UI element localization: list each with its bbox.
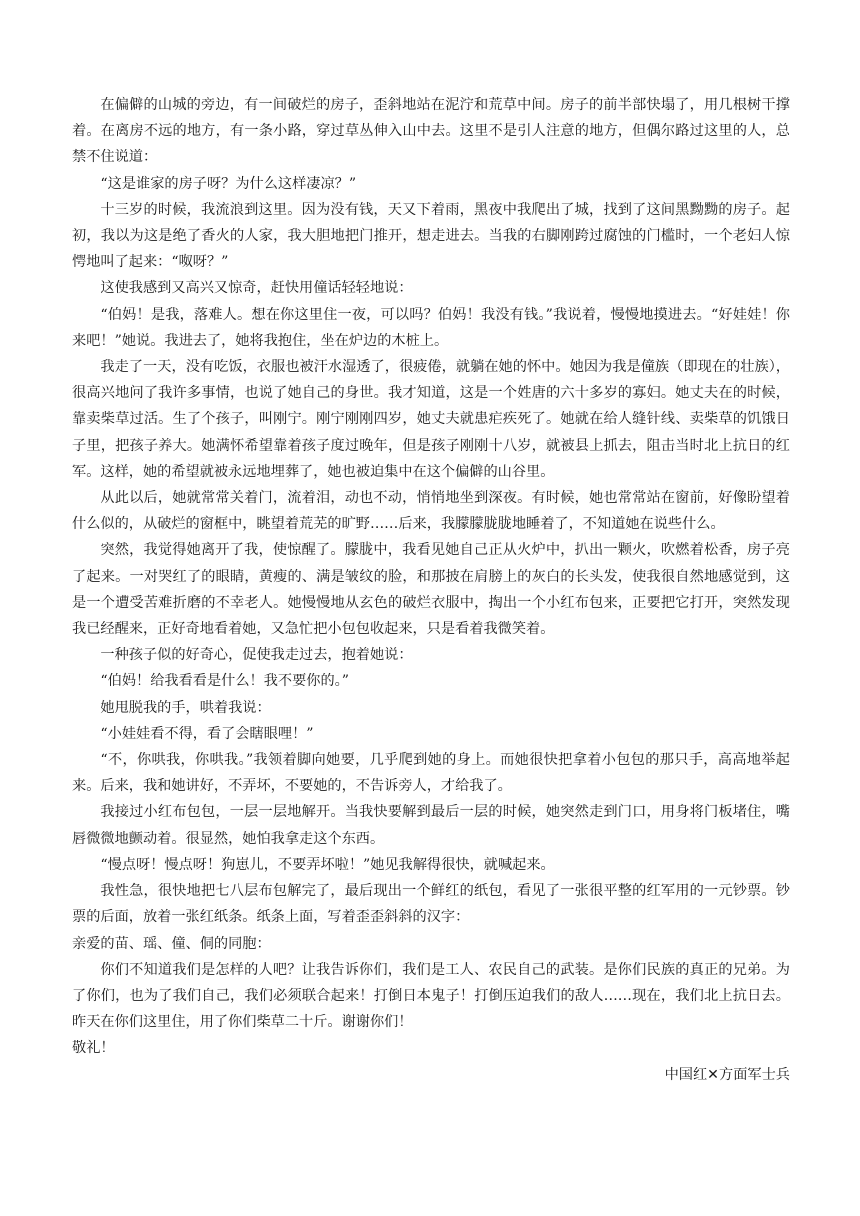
paragraph: 在偏僻的山城的旁边，有一间破烂的房子，歪斜地站在泥泞和荒草中间。房子的前半部快塌了，用几根树干撑着。在离房不远的地方，有一条小路，穿过草丛伸入山中去。这里不是引人注意的地方，但偶尔路过这里的人，总禁不住说道： xyxy=(72,97,790,166)
paragraph: 从此以后，她就常常关着门，流着泪，动也不动，悄悄地坐到深夜。有时候，她也常常站在窗前，好像盼望着什么似的，从破烂的窗框中，眺望着荒芜的旷野……后来，我朦朦胧胧地睡着了，不知道她在说些什么。 xyxy=(72,490,790,533)
paragraph: 这使我感到又高兴又惊奇，赶快用僮话轻轻地说： xyxy=(100,280,413,297)
letter-salutation: 亲爱的苗、瑶、僮、侗的同胞： xyxy=(72,935,271,952)
paragraph: “伯妈！是我，落难人。想在你这里住一夜，可以吗？伯妈！我没有钱。”我说着，慢慢地摸进去。“好娃娃！你来吧！”她说。我进去了，她将我抱住，坐在炉边的木桩上。 xyxy=(72,306,790,349)
paragraph: “小娃娃看不得，看了会瞎眼哩！” xyxy=(100,725,314,742)
paragraph: “伯妈！给我看看是什么！我不要你的。” xyxy=(100,673,349,690)
paragraph: 我走了一天，没有吃饭，衣服也被汗水湿透了，很疲倦，就躺在她的怀中。她因为我是僮族（即现在的壮族），很高兴地问了我许多事情，也说了她自己的身世。我才知道，这是一个姓唐的六十多岁的寡妇。她丈夫在的时候，靠卖柴草过活。生了个孩子，叫刚宁。刚宁刚刚四岁，她丈夫就患疟疾死了。她就在给人缝针线、卖柴草的饥饿日子里，把孩子养大。她满怀希望靠着孩子度过晚年，但是孩子刚刚十八岁，就被县上抓去，阻击当时北上抗日的红军。这样，她的希望就被永远地埋葬了，她也被迫集中在这个偏僻的山谷里。 xyxy=(72,359,790,480)
letter-signature: 中国红✕方面军士兵 xyxy=(664,1066,790,1083)
paragraph: “慢点呀！慢点呀！狗崽儿，不要弄坏啦！”她见我解得很快，就喊起来。 xyxy=(100,856,555,873)
document-body xyxy=(72,92,790,1088)
paragraph: “这是谁家的房子呀？为什么这样凄凉？” xyxy=(100,175,357,192)
paragraph: 我接过小红布包包，一层一层地解开。当我快要解到最后一层的时候，她突然走到门口，用身将门板堵住，嘴唇微微地颤动着。很显然，她怕我拿走这个东西。 xyxy=(72,804,790,847)
paragraph: 一种孩子似的好奇心，促使我走过去，抱着她说： xyxy=(100,647,413,664)
letter-body: 你们不知道我们是怎样的人吧？让我告诉你们，我们是工人、农民自己的武装。是你们民族的真正的兄弟。为了你们，也为了我们自己，我们必须联合起来！打倒日本鬼子！打倒压迫我们的敌人……现在，我们北上抗日去。昨天在你们这里住，用了你们柴草二十斤。谢谢你们！ xyxy=(72,961,790,1031)
paragraph: “不，你哄我，你哄我。”我领着脚向她要，几乎爬到她的身上。而她很快把拿着小包包的那只手，高高地举起来。后来，我和她讲好，不弄坏，不要她的，不告诉旁人，才给我了。 xyxy=(72,752,790,795)
paragraph: 她甩脱我的手，哄着我说： xyxy=(100,699,271,716)
paragraph: 突然，我觉得她离开了我，使惊醒了。朦胧中，我看见她自己正从火炉中，扒出一颗火，吹燃着松香，房子亮了起来。一对哭红了的眼睛，黄瘦的、满是皱纹的脸，和那披在肩膀上的灰白的长头发，使我很自然地感觉到，这是一个遭受苦难折磨的不幸老人。她慢慢地从玄色的破烂衣服中，掏出一个小红布包来，正要把它打开，突然发现我已经醒来，正好奇地看着她，又急忙把小包包收起来，只是看着我微笑着。 xyxy=(72,542,790,638)
letter-closing: 敬礼！ xyxy=(72,1040,115,1057)
paragraph: 十三岁的时候，我流浪到这里。因为没有钱，天又下着雨，黑夜中我爬出了城，找到了这间黑黝黝的房子。起初，我以为这是绝了香火的人家，我大胆地把门推开，想走进去。当我的右脚刚跨过腐蚀的门槛时，一个老妇人惊愕地叫了起来：“呶呀？” xyxy=(72,201,790,271)
paragraph: 我性急，很快地把七八层布包解完了，最后现出一个鲜红的纸包，看见了一张很平整的红军用的一元钞票。钞票的后面，放着一张红纸条。纸条上面，写着歪歪斜斜的汉字： xyxy=(72,883,790,926)
